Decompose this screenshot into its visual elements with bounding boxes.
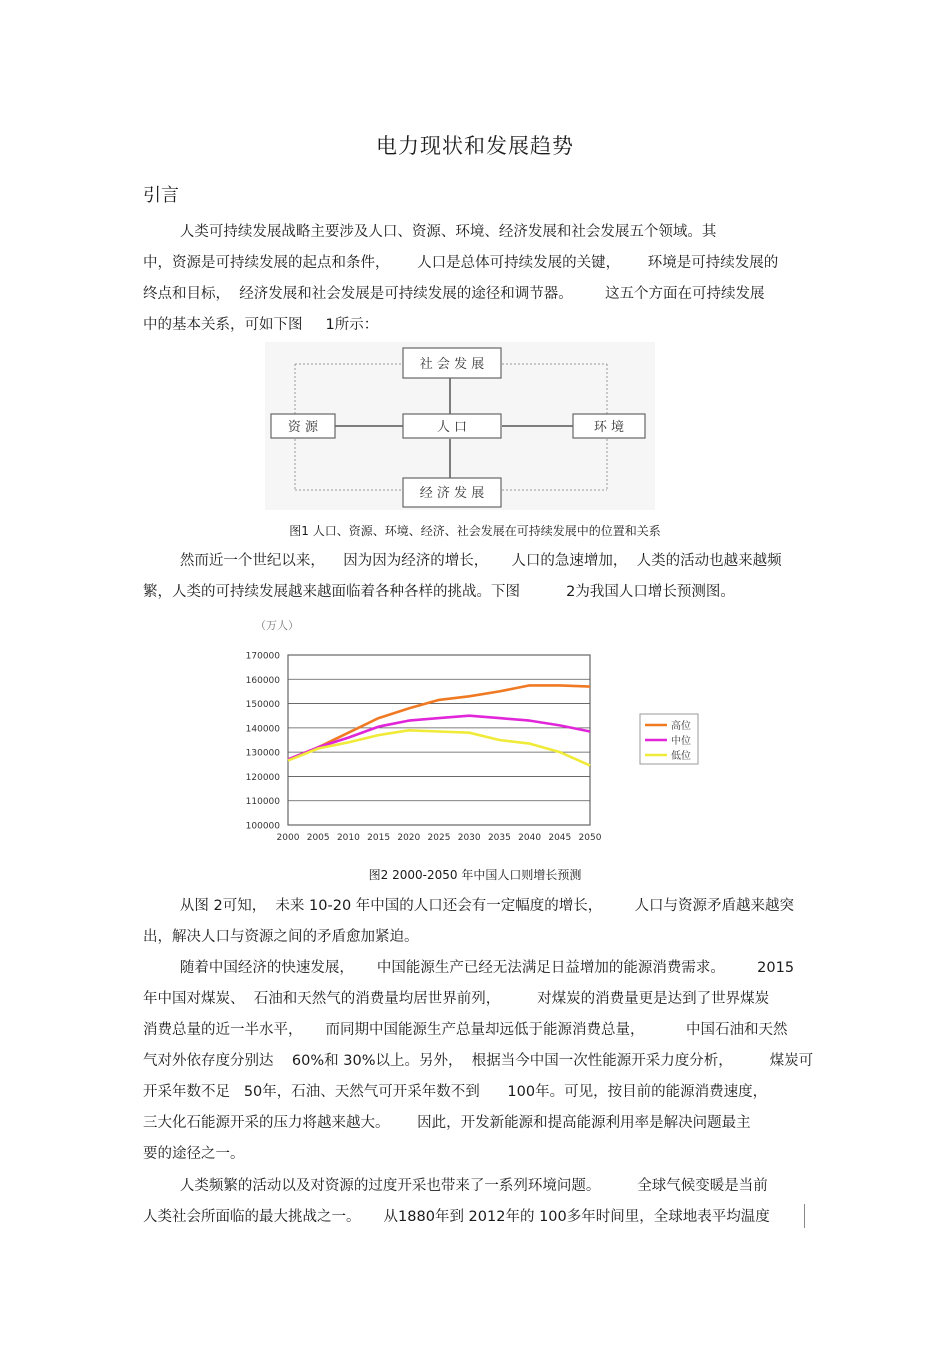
figure2-caption: 图2 2000-2050 年中国人口则增长预测 xyxy=(368,868,582,882)
paragraph-line: 中，资源是可持续发展的起点和条件， 人口是总体可持续发展的关键， 环境是可持续发展的 xyxy=(143,255,779,271)
paragraph-line: 人类可持续发展战略主要涉及人口、资源、环境、经济发展和社会发展五个领域。其 xyxy=(143,224,717,240)
paragraph-line: 然而近一个世纪以来， 因为因为经济的增长， 人口的急速增加， 人类的活动也越来越频 xyxy=(143,553,782,569)
x-tick-label: 2000 xyxy=(276,833,300,843)
paragraph-line: 人类频繁的活动以及对资源的过度开采也带来了一系列环境问题。 全球气候变暖是当前 xyxy=(143,1178,768,1194)
figure1-diagram xyxy=(265,342,655,510)
paragraph-line: 从图 2可知， 未来 10-20 年中国的人口还会有一定幅度的增长， 人口与资源矛盾越来越突 xyxy=(143,898,795,914)
legend-label: 低位 xyxy=(671,751,691,762)
paragraph-line: 终点和目标， 经济发展和社会发展是可持续发展的途径和调节器。 这五个方面在可持续发展 xyxy=(143,286,765,302)
figure2-chart xyxy=(235,612,715,852)
legend-label: 高位 xyxy=(671,721,691,732)
paragraph-line: 出，解决人口与资源之间的矛盾愈加紧迫。 xyxy=(143,929,419,945)
y-tick-label: 150000 xyxy=(245,700,280,711)
paragraph-line: 气对外依存度分别达 60%和 30%以上。另外， 根据当今中国一次性能源开采力度分析， 煤炭可 xyxy=(143,1053,814,1069)
paragraph-line: 三大化石能源开采的压力将越来越大。 因此，开发新能源和提高能源利用率是解决问题最主 xyxy=(143,1115,751,1131)
x-tick-label: 2025 xyxy=(427,833,451,843)
section-heading: 引言 xyxy=(143,185,179,206)
paragraph-line: 人类社会所面临的最大挑战之一。 从1880年到 2012年的 100多年时间里，全球地表平均温度 xyxy=(143,1209,770,1225)
y-tick-label: 160000 xyxy=(245,675,280,686)
x-tick-label: 2030 xyxy=(457,833,481,843)
y-tick-label: 110000 xyxy=(245,797,280,808)
y-tick-label: 130000 xyxy=(245,748,280,759)
page-title: 电力现状和发展趋势 xyxy=(376,134,574,158)
node-label-social: 社 会 发 展 xyxy=(419,357,485,372)
margin-mark xyxy=(804,1204,805,1228)
y-tick-label: 120000 xyxy=(245,772,280,783)
paragraph-line: 要的途径之一。 xyxy=(143,1146,245,1162)
x-tick-label: 2010 xyxy=(336,833,360,843)
legend-label: 中位 xyxy=(671,736,691,747)
node-label-population: 人 口 xyxy=(436,420,468,435)
paragraph-line: 中的基本关系，可如下图 1所示： xyxy=(143,317,379,333)
x-tick-label: 2050 xyxy=(578,833,602,843)
y-tick-label: 170000 xyxy=(245,651,280,662)
x-tick-label: 2015 xyxy=(367,833,391,843)
y-tick-label: 140000 xyxy=(245,724,280,735)
x-tick-label: 2040 xyxy=(518,833,542,843)
figure1-caption: 图1 人口、资源、环境、经济、社会发展在可持续发展中的位置和关系 xyxy=(289,524,661,538)
node-label-resource: 资 源 xyxy=(287,420,319,435)
node-label-environment: 环 境 xyxy=(593,420,625,435)
x-tick-label: 2035 xyxy=(487,833,511,843)
paragraph-line: 开采年数不足 50年，石油、天然气可开采年数不到 100年。可见，按目前的能源消费速度， xyxy=(143,1084,768,1100)
paragraph-line: 年中国对煤炭、 石油和天然气的消费量均居世界前列， 对煤炭的消费量更是达到了世界煤炭 xyxy=(143,991,770,1007)
x-tick-label: 2045 xyxy=(548,833,572,843)
node-label-economy: 经 济 发 展 xyxy=(419,486,485,501)
x-tick-label: 2005 xyxy=(306,833,330,843)
y-tick-label: 100000 xyxy=(245,821,280,832)
paragraph-line: 消费总量的近一半水平， 而同期中国能源生产总量却远低于能源消费总量， 中国石油和天然 xyxy=(143,1022,788,1038)
paragraph-line: 繁，人类的可持续发展越来越面临着各种各样的挑战。下图 2为我国人口增长预测图。 xyxy=(143,584,735,600)
x-tick-label: 2020 xyxy=(397,833,421,843)
paragraph-line: 随着中国经济的快速发展， 中国能源生产已经无法满足日益增加的能源消费需求。 2015 xyxy=(143,960,795,976)
y-axis-label: （万人） xyxy=(255,619,299,632)
